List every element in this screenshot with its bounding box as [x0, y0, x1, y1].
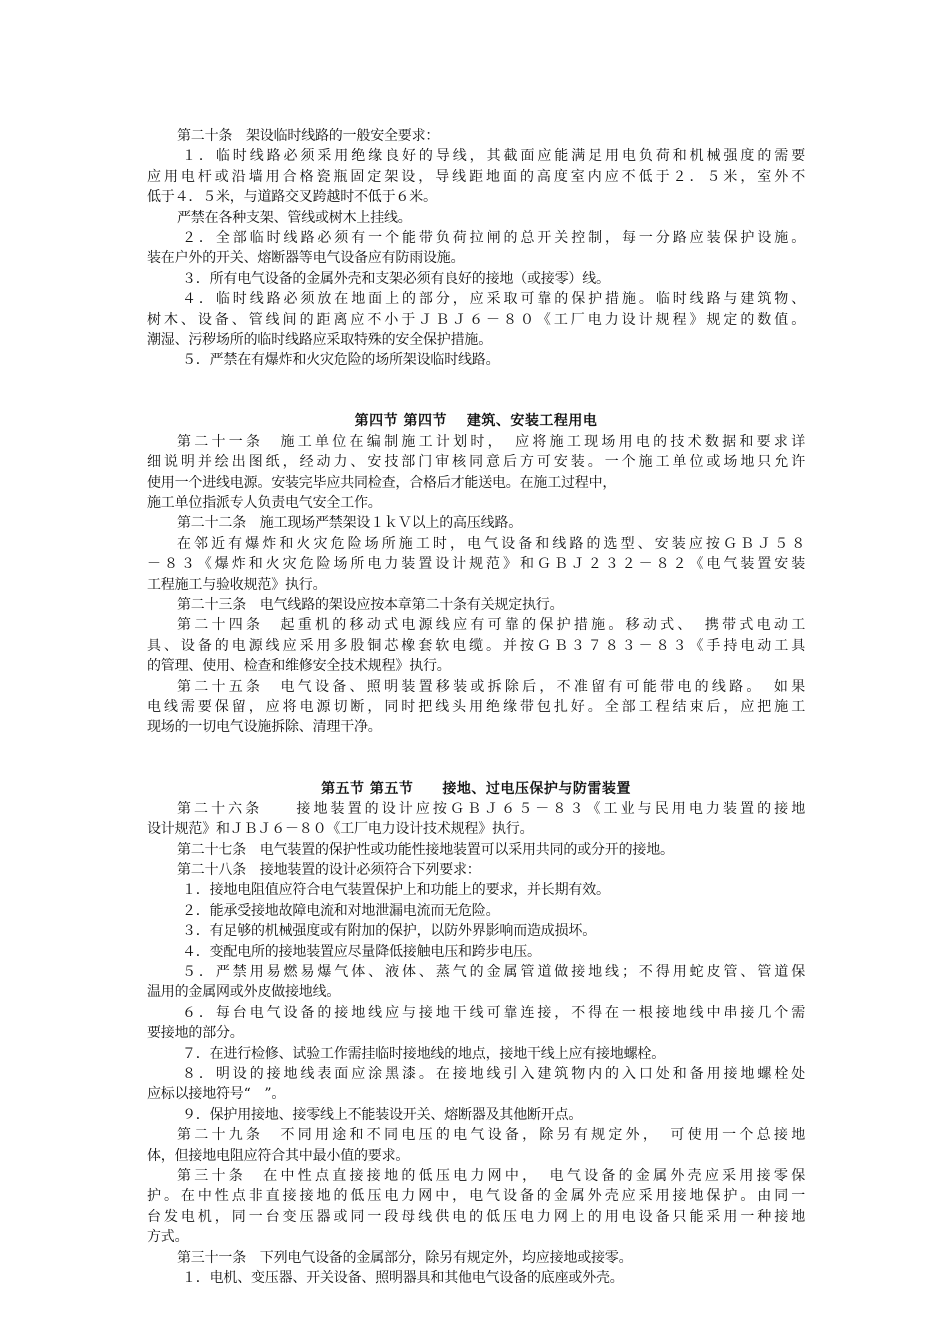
paragraph-line: 的管理、使用、检查和维修安全技术规程》执行。 [147, 658, 451, 675]
paragraph-line: 第二十一条 施工单位在编制施工计划时， 应将施工现场用电的技术数据和要求详 [177, 433, 805, 450]
document-page [147, 126, 805, 1288]
paragraph-line: 第二十七条 电气装置的保护性或功能性接地装置可以采用共同的或分开的接地。 [177, 841, 674, 858]
paragraph-line: 在邻近有爆炸和火灾危险场所施工时，电气设备和线路的选型、安装应按ＧＢＪ５８ [177, 535, 805, 552]
paragraph-line: ５．严禁用易燃易爆气体、液体、蒸气的金属管道做接地线；不得用蛇皮管、管道保 [182, 964, 805, 981]
paragraph-line: 要接地的部分。 [147, 1025, 244, 1042]
paragraph-line: 工程施工与验收规范》执行。 [147, 576, 327, 593]
paragraph-line: 应标以接地符号“ ”。 [147, 1086, 286, 1103]
paragraph-line: 第二十三条 电气线路的架设应按本章第二十条有关规定执行。 [177, 597, 564, 613]
paragraph-line: 装在户外的开关、熔断器等电气设备应有防雨设施。 [147, 250, 465, 267]
paragraph-line: 现场的一切电气设施拆除、清理干净。 [147, 719, 382, 736]
paragraph-line: 第三十一条 下列电气设备的金属部分，除另有规定外，均应接地或接零。 [177, 1249, 633, 1266]
paragraph-line: －８３《爆炸和火灾危险场所电力装置设计规范》和ＧＢＪ２３２－８２《电气装置安装 [147, 556, 805, 573]
paragraph-line: ５．严禁在有爆炸和火灾危险的场所架设临时线路。 [182, 352, 500, 369]
paragraph-line: 严禁在各种支架、管线或树木上挂线。 [177, 209, 412, 226]
paragraph-line: 第二十八条 接地装置的设计必须符合下列要求： [177, 862, 481, 879]
paragraph-line: 温用的金属网或外皮做接地线。 [147, 984, 341, 1001]
paragraph-line: 施工单位指派专人负责电气安全工作。 [147, 495, 382, 512]
paragraph-line: 护。在中性点非直接接地的低压电力网中，电气设备的金属外壳应采用接地保护。由同一 [147, 1188, 805, 1205]
paragraph-line: ３．所有电气设备的金属外壳和支架必须有良好的接地（或接零）线。 [182, 270, 610, 287]
section-4-heading: 第四节 第四节 建筑、安装工程用电 [354, 413, 598, 430]
paragraph-line: 细说明并绘出图纸，经动力、安技部门审核同意后方可安装。一个施工单位或场地只允许 [147, 454, 805, 471]
paragraph-line: 第三十条 在中性点直接接地的低压电力网中， 电气设备的金属外壳应采用接零保 [177, 1167, 805, 1184]
paragraph-line: １．接地电阻值应符合电气装置保护上和功能上的要求，并长期有效。 [182, 882, 610, 899]
paragraph-line: ２．能承受接地故障电流和对地泄漏电流而无危险。 [182, 902, 500, 919]
section-article-20 [147, 126, 805, 371]
paragraph-line: ３．有足够的机械强度或有附加的保护，以防外界影响而造成损坏。 [182, 923, 596, 940]
section-5 [147, 779, 805, 1289]
paragraph-line: 低于４．５米，与道路交叉跨越时不低于６米。 [147, 189, 437, 206]
section-5-heading: 第五节 第五节 接地、过电压保护与防雷装置 [321, 780, 631, 797]
paragraph-line: 第二十条 架设临时线路的一般安全要求： [177, 128, 440, 144]
paragraph-line: 第二十九条 不同用途和不同电压的电气设备，除另有规定外， 可使用一个总接地 [177, 1127, 805, 1144]
paragraph-line: 设计规范》和ＪＢＪ６－８０《工厂电力设计技术规程》执行。 [147, 821, 534, 838]
paragraph-line: ７．在进行检修、试验工作需挂临时接地线的地点，接地干线上应有接地螺栓。 [182, 1045, 665, 1062]
paragraph-line: 使用一个进线电源。安装完毕应共同检查，合格后才能送电。在施工过程中， [147, 474, 617, 491]
paragraph-line: ４．临时线路必须放在地面上的部分，应采取可靠的保护措施。临时线路与建筑物、 [182, 291, 805, 308]
paragraph-line: 第二十五条 电气设备、照明装置移装或拆除后，不准留有可能带电的线路。 如果 [177, 678, 805, 695]
paragraph-line: 树木、设备、管线间的距离应不小于ＪＢＪ６－８０《工厂电力设计规程》规定的数值。 [147, 311, 805, 328]
paragraph-line: 第二十二条 施工现场严禁架设１ｋＶ以上的高压线路。 [177, 515, 522, 532]
paragraph-line: ８．明设的接地线表面应涂黑漆。在接地线引入建筑物内的入口处和备用接地螺栓处 [182, 1066, 805, 1082]
paragraph-line: ２．全部临时线路必须有一个能带负荷拉闸的总开关控制，每一分路应装保护设施。 [182, 229, 805, 246]
paragraph-line: ９．保护用接地、接零线上不能装设开关、熔断器及其他断开点。 [182, 1106, 583, 1123]
paragraph-line: ６．每台电气设备的接地线应与接地干线可靠连接，不得在一根接地线中串接几个需 [182, 1004, 805, 1021]
paragraph-line: １．电机、变压器、开关设备、照明器具和其他电气设备的底座或外壳。 [182, 1269, 624, 1286]
paragraph-line: １．临时线路必须采用绝缘良好的导线，其截面应能满足用电负荷和机械强度的需要 [182, 148, 805, 165]
section-gap [147, 738, 805, 779]
paragraph-line: 体，但接地电阻应符合其中最小值的要求。 [147, 1147, 410, 1164]
section-gap [147, 371, 805, 412]
paragraph-line: 台发电机，同一台变压器或同一段母线供电的低压电力网上的用电设备只能采用一种接地 [147, 1208, 805, 1225]
paragraph-line: 第二十四条 起重机的移动式电源线应有可靠的保护措施。移动式、 携带式电动工 [177, 617, 805, 634]
paragraph-line: 应用电杆或沿墙用合格瓷瓶固定架设，导线距地面的高度室内应不低于２．５米，室外不 [147, 168, 805, 185]
paragraph-line: 潮湿、污秽场所的临时线路应采取特殊的安全保护措施。 [147, 331, 492, 348]
paragraph-line: 电线需要保留，应将电源切断，同时把线头用绝缘带包扎好。全部工程结束后，应把施工 [147, 698, 805, 715]
paragraph-line: 第二十六条 接地装置的设计应按ＧＢＪ６５－８３《工业与民用电力装置的接地 [177, 800, 805, 817]
paragraph-line: ４．变配电所的接地装置应尽量降低接触电压和跨步电压。 [182, 943, 541, 960]
paragraph-line: 具、设备的电源线应采用多股铜芯橡套软电缆。并按ＧＢ３７８３－８３《手持电动工具 [147, 637, 805, 654]
paragraph-line: 方式。 [147, 1229, 189, 1246]
section-4 [147, 411, 805, 737]
